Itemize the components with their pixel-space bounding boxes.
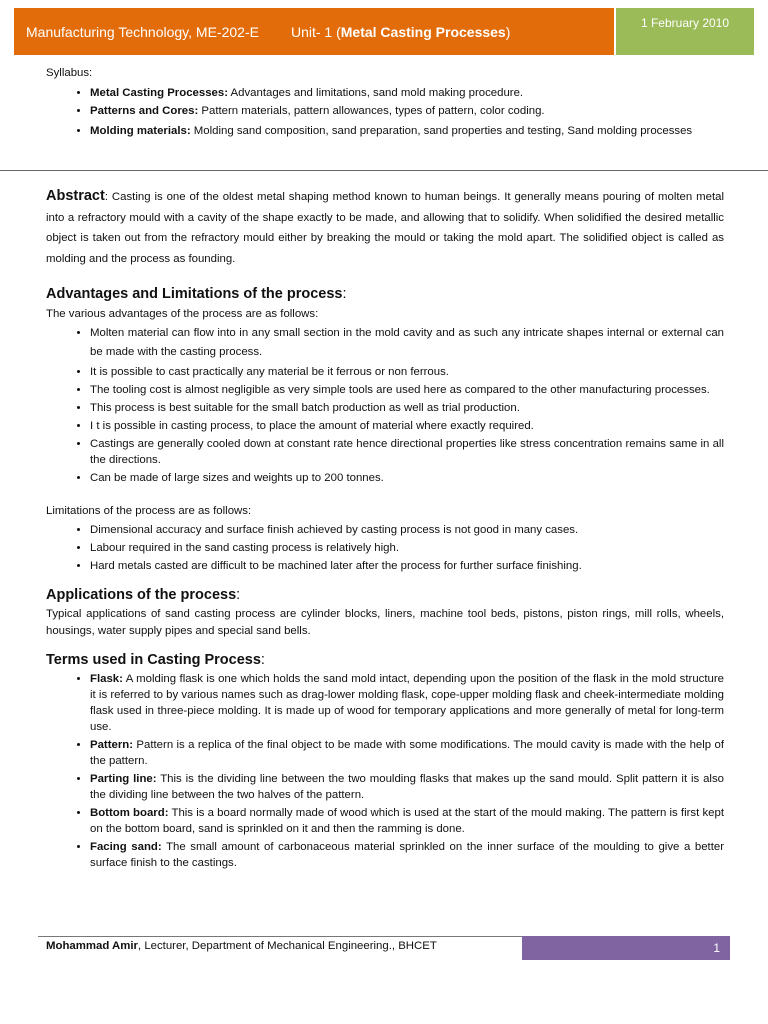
footer-divider <box>38 936 524 937</box>
limitations-list <box>46 522 724 574</box>
terms-heading: Terms used in Casting Process: <box>46 652 265 668</box>
advantage-item: • Molten material can flow into in any small section in the mold cavity and as such any intricate shapes internal or external can be made with the casting process. <box>90 324 724 362</box>
term-item: • Flask: A molding flask is one which holds the sand mold intact, depending upon the position of the flask in the mold structure it is referred to by various names such as drag-lower molding flask, cope-upper molding flask and cheek-intermediate molding flask used in three-piece molding. It is made up of wood for temporary applications and more generally of metal for long-term use. <box>90 671 724 735</box>
advantages-intro: The various advantages of the process are as follows: <box>46 307 319 320</box>
syllabus-item: • Molding materials: Molding sand composition, sand preparation, sand properties and testing, Sand molding processes <box>90 121 726 141</box>
syllabus-item: • Metal Casting Processes: Advantages and limitations, sand mold making procedure. <box>90 85 726 101</box>
section-divider <box>0 170 768 171</box>
applications-paragraph: Typical applications of sand casting process are cylinder blocks, liners, machine tool beds, pistons, piston rings, mill rolls, wheels, housings, water supply pipes and special sand bells. <box>46 608 724 637</box>
page-number: 1 <box>713 941 720 955</box>
footer-affiliation: , Lecturer, Department of Mechanical Engineering., BHCET <box>137 940 437 952</box>
syllabus-section <box>46 66 726 143</box>
advantage-item: • The tooling cost is almost negligible as very simple tools are used here as compared to the other manufacturing processes. <box>90 382 724 398</box>
term-item: • Bottom board: This is a board normally made of wood which is used at the start of the mould making. The pattern is first kept on the bottom board, sand is sprinkled on it and then the ramming is done. <box>90 805 724 837</box>
course-title: Manufacturing Technology, ME-202-E <box>26 23 259 40</box>
main-content <box>46 186 724 873</box>
abstract-label: Abstract <box>46 188 105 204</box>
abstract-paragraph: Abstract: Casting is one of the oldest metal shaping method known to human beings. It generally means pouring of molten metal into a refractory mould with a cavity of the shape exactly to be made, and allowing that to solidify. When solidified the desired metallic object is taken out from the refractory mould either by breaking the mould or taking the mold apart. The solidified object is called as molding and the process as founding. <box>46 188 724 265</box>
term-item: • Parting line: This is the dividing line between the two moulding flasks that makes up the sand mould. Split pattern it is also the dividing line between the two halves of the pattern. <box>90 771 724 803</box>
term-item: • Facing sand: The small amount of carbonaceous material sprinkled on the inner surface of the moulding to give a better surface finish to the castings. <box>90 839 724 871</box>
advantage-item: • I t is possible in casting process, to place the amount of material where exactly required. <box>90 418 724 434</box>
applications-heading: Applications of the process: <box>46 586 241 603</box>
advantage-item: • Can be made of large sizes and weights up to 200 tonnes. <box>90 470 724 486</box>
footer-page-box <box>522 936 730 960</box>
advantage-item: • Castings are generally cooled down at constant rate hence directional properties like stress concentration remains same in all the directions. <box>90 436 724 468</box>
header-title-bar <box>14 8 614 55</box>
limitation-item: • Labour required in the sand casting process is relatively high. <box>90 540 724 556</box>
syllabus-item: • Patterns and Cores: Pattern materials, pattern allowances, types of pattern, color coding. <box>90 103 726 119</box>
limitation-item: • Hard metals casted are difficult to be machined later after the process for further surface finishing. <box>90 558 724 574</box>
advantage-item: • It is possible to cast practically any material be it ferrous or non ferrous. <box>90 364 724 380</box>
term-item: • Pattern: Pattern is a replica of the final object to be made with some modifications. The mould cavity is made with the help of the pattern. <box>90 737 724 769</box>
advantage-item: • This process is best suitable for the small batch production as well as trial production. <box>90 400 724 416</box>
advantages-heading: Advantages and Limitations of the process: <box>46 286 347 302</box>
limitations-intro: Limitations of the process are as follows: <box>46 505 252 517</box>
syllabus-list <box>46 85 726 141</box>
unit-title: Unit- 1 (Metal Casting Processes) <box>290 23 511 40</box>
terms-list <box>46 671 724 871</box>
footer-author: Mohammad Amir <box>46 940 138 952</box>
footer-author-line <box>46 940 437 952</box>
syllabus-label: Syllabus: <box>46 67 93 79</box>
advantages-list <box>46 324 724 486</box>
header-date: 1 February 2010 <box>640 16 730 30</box>
header-date-box <box>616 8 754 55</box>
limitation-item: • Dimensional accuracy and surface finish achieved by casting process is not good in many cases. <box>90 522 724 538</box>
